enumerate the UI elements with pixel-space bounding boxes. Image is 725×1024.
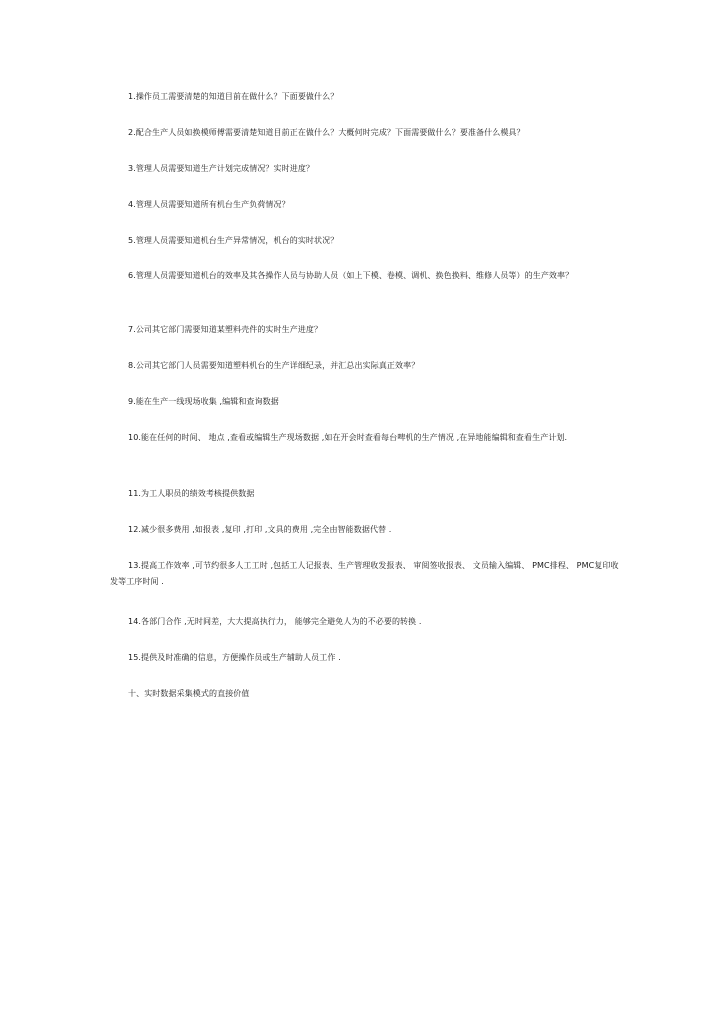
paragraph-2: 2.配合生产人员如换模师傅需要清楚知道目前正在做什么？大概何时完成？下面需要做什么？要准备什么模具？ [128,128,525,137]
paragraph-7: 7.公司其它部门需要知道某塑料壳件的实时生产进度？ [128,325,323,334]
paragraph-14: 14.各部门合作 ,无时间差，大大提高执行力， 能够完全避免人为的不必要的转换 . [128,617,422,626]
paragraph-5: 5.管理人员需要知道机台生产异常情况，机台的实时状况？ [128,236,339,245]
paragraph-6: 6.管理人员需要知道机台的效率及其各操作人员与协助人员（如上下模、卷模、调机、换色换料、维修人员等）的生产效率？ [128,271,574,280]
paragraph-8: 8.公司其它部门人员需要知道塑料机台的生产详细纪录，并汇总出实际真正效率？ [128,361,420,370]
paragraph-3: 3.管理人员需要知道生产计划完成情况？实时进度？ [128,164,315,173]
paragraph-11: 11.为工人职员的绩效考核提供数据 [128,489,255,498]
paragraph-4: 4.管理人员需要知道所有机台生产负荷情况？ [128,200,290,209]
paragraph-9: 9.能在生产一线现场收集 ,编辑和查询数据 [128,397,279,406]
paragraph-12: 12.减少很多费用 ,如报表 ,复印 ,打印 ,文具的费用 ,完全由智能数据代替 . [128,525,392,534]
paragraph-15: 15.提供及时准确的信息，方便操作员或生产辅助人员工作 . [128,653,341,662]
section-heading: 十、实时数据采集模式的直接价值 [128,689,250,698]
paragraph-1: 1.操作员工需要清楚的知道目前在做什么？下面要做什么？ [128,92,339,101]
paragraph-13: 13.提高工作效率 ,可节约很多人工工时 ,包括工人记报表、生产管理收发报表、 审阅签收报表、 文员输入编辑、 PMC排程、 PMC复印收发等工序时间 . [110,561,619,586]
paragraph-10: 10.能在任何的时间、 地点 ,查看或编辑生产现场数据 ,如在开会时查看每台啤机的生产情况 ,在异地能编辑和查看生产计划. [128,433,568,442]
